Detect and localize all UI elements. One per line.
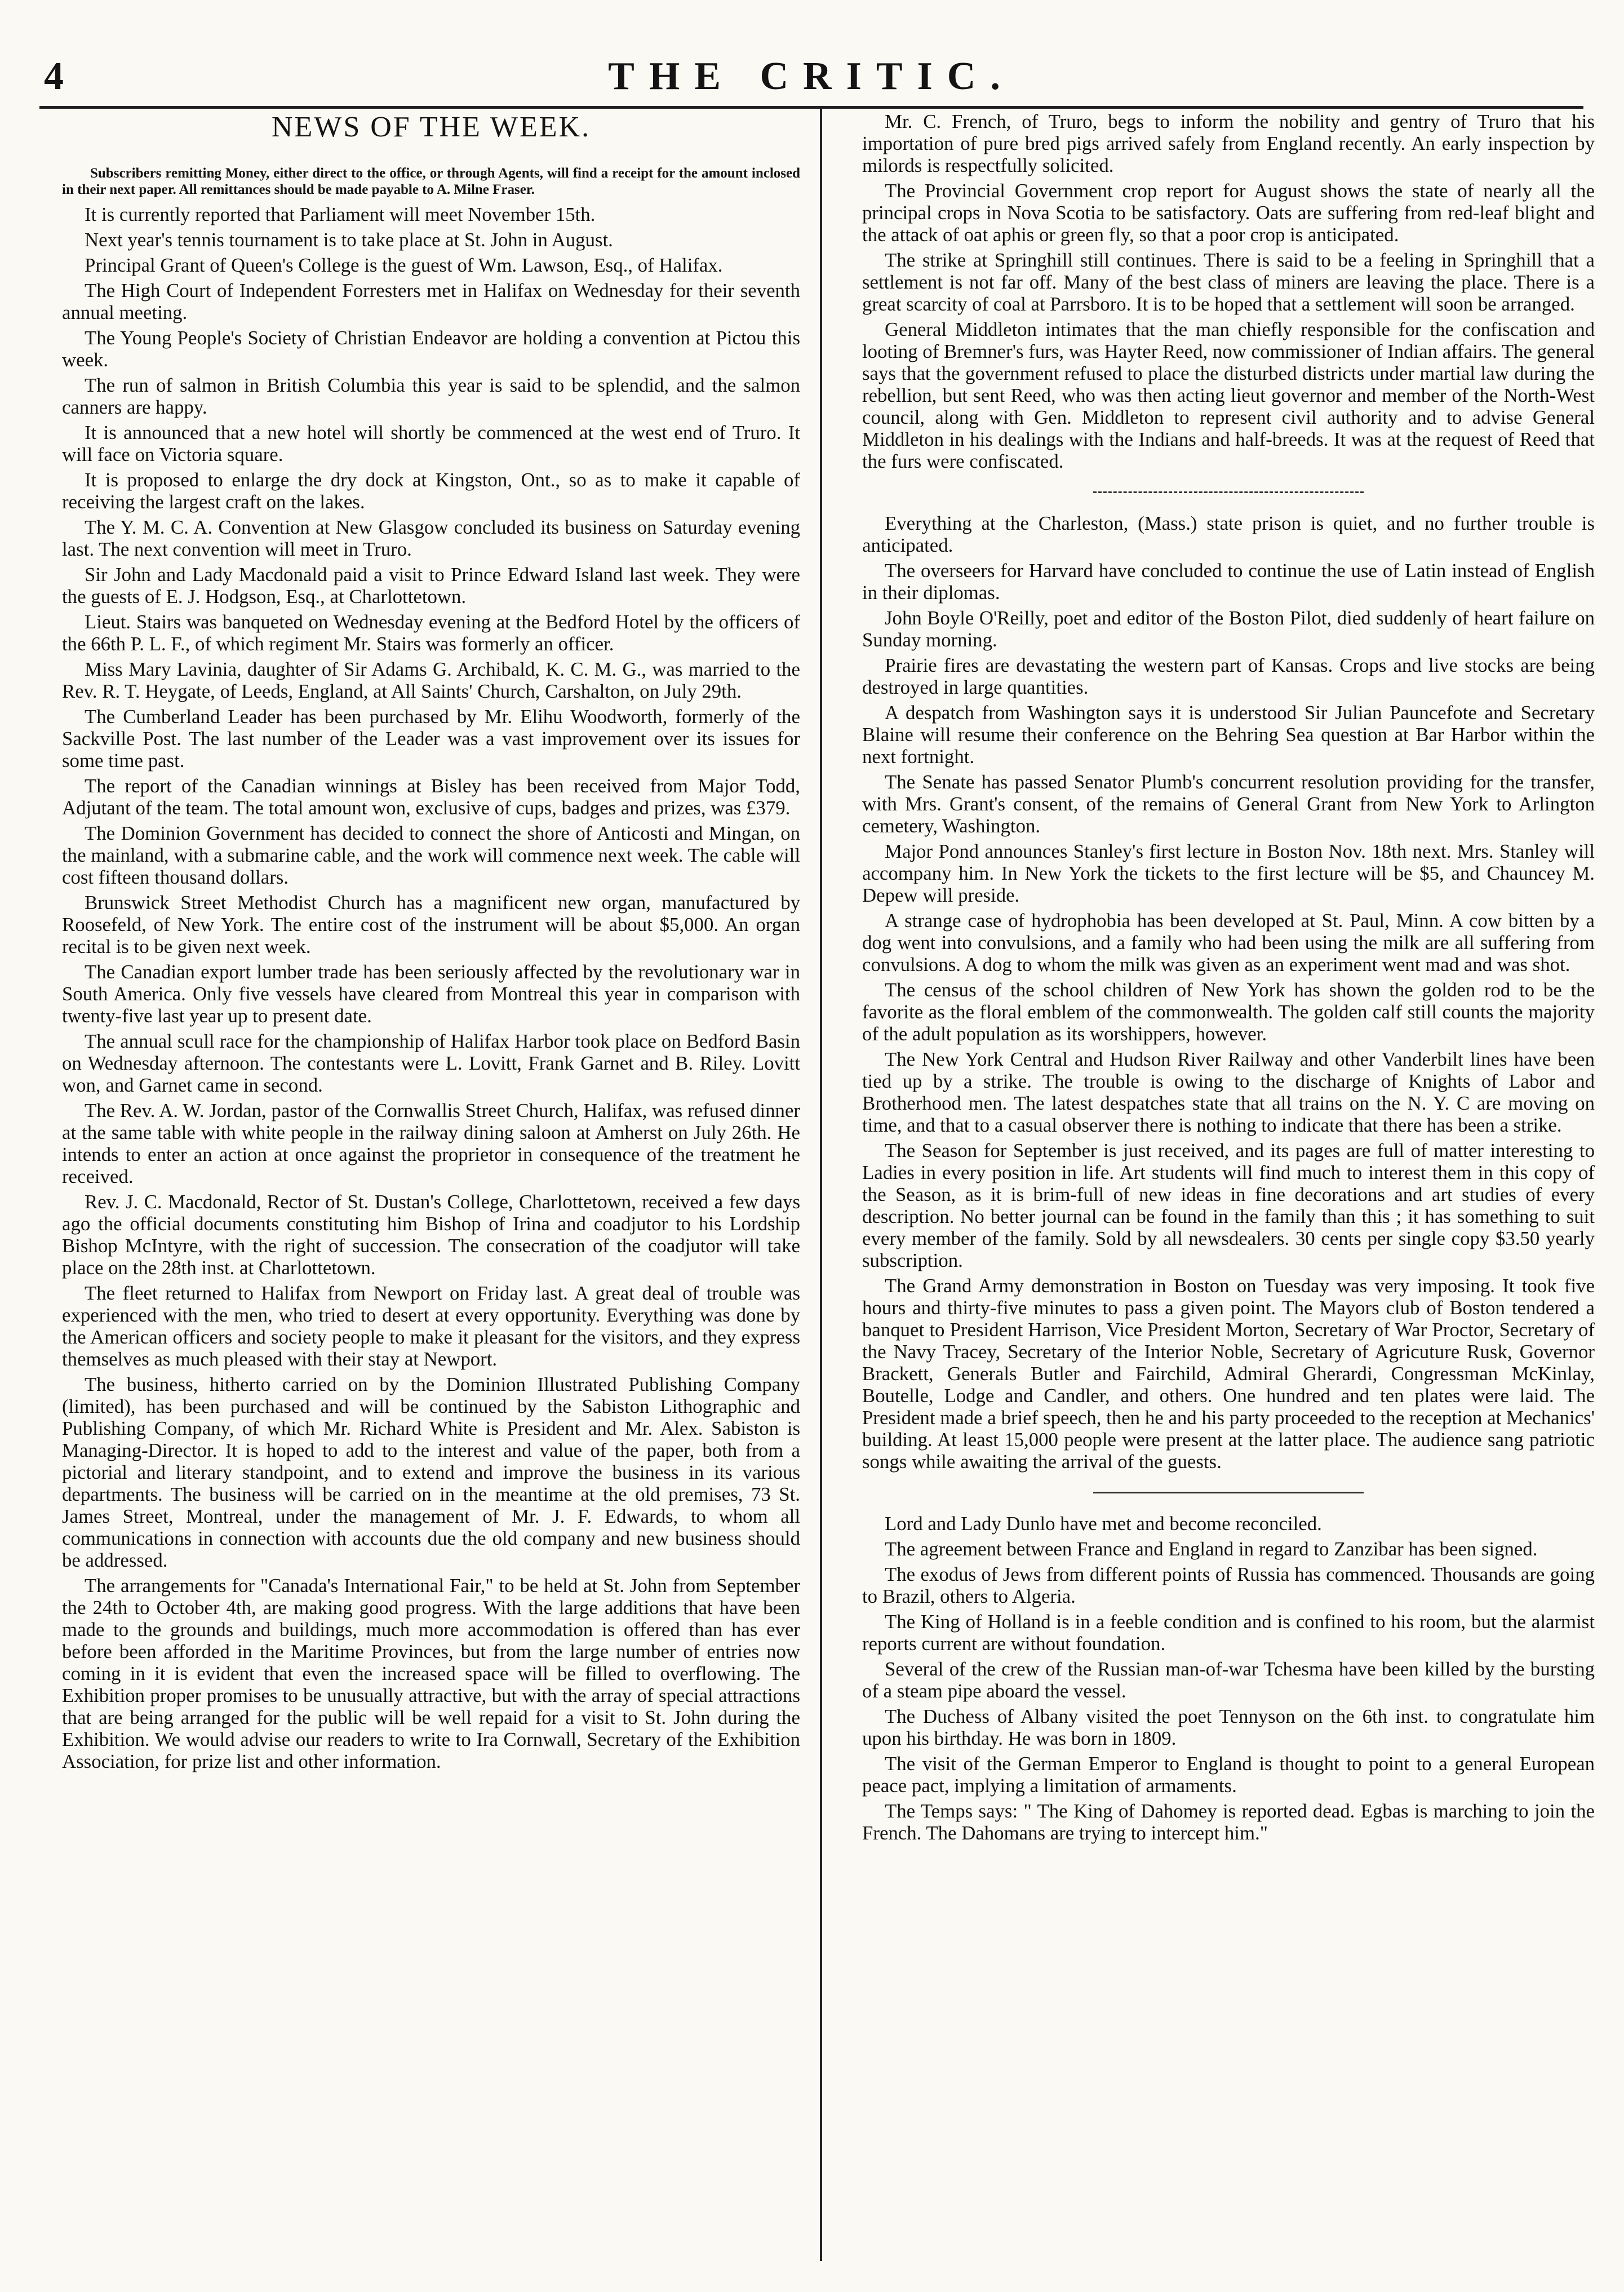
news-item: Brunswick Street Methodist Church has a magnificent new organ, manufactured by Roosefeld, of New York. The entire cost of the instrument will be about $5,000. An organ recital is to be given next week. bbox=[62, 892, 800, 957]
right-news-group-3 bbox=[862, 1513, 1595, 1844]
news-item: The business, hitherto carried on by the Dominion Illustrated Publishing Company (limited), has been purchased and will be continued by the Sabiston Lithographic and Publishing Company, of which Mr. Richard White is President and Mr. Alex. Sabiston is Managing-Director. It is hoped to add to the interest and value of the paper, both from a pictorial and literary standpoint, and to extend and improve the business in its various departments. The business will be carried on in the meantime at the old premises, 73 St. James Street, Montreal, under the management of Mr. J. F. Edwards, to whom all communications in connection with accounts due the old company and new business should be addressed. bbox=[62, 1373, 800, 1571]
news-item: Rev. J. C. Macdonald, Rector of St. Dustan's College, Charlottetown, received a few days ago the official documents constituting him Bishop of Irina and coadjutor to his Lordship Bishop McIntyre, with the right of succession. The consecration of the coadjutor will take place on the 28th inst. at Charlottetown. bbox=[62, 1191, 800, 1279]
news-item: Next year's tennis tournament is to take place at St. John in August. bbox=[85, 229, 613, 251]
news-item: The Cumberland Leader has been purchased by Mr. Elihu Woodworth, formerly of the Sackville Post. The last number of the Leader was a vast improvement over its issues for some time past. bbox=[62, 706, 800, 772]
news-item: It is currently reported that Parliament will meet November 15th. bbox=[85, 203, 596, 225]
news-item: The visit of the German Emperor to England is thought to point to a general European peace pact, implying a limitation of armaments. bbox=[862, 1753, 1595, 1797]
news-item: Prairie fires are devastating the western part of Kansas. Crops and live stocks are being destroyed in large quantities. bbox=[862, 654, 1595, 698]
news-item: The arrangements for "Canada's International Fair," to be held at St. John from September the 24th to October 4th, are making good progress. With the large additions that have been made to the grounds and buildings, much more accommodation is offered than has ever before been afforded in the Maritime Provinces, but from the large number of entries now coming in it is evident that even the increased space will be filled to overflowing. The Exhibition proper promises to be unusually attractive, but with the array of special attractions that are being arranged for the public will be well repaid for a visit to St. John during the Exhibition. We would advise our readers to write to Ira Cornwall, Secretary of the Exhibition Association, for prize list and other information. bbox=[62, 1575, 800, 1772]
news-item: Several of the crew of the Russian man-of-war Tchesma have been killed by the bursting of a steam pipe aboard the vessel. bbox=[862, 1658, 1595, 1702]
subscriber-notice: Subscribers remitting Money, either direct to the office, or through Agents, will find a receipt for the amount inclosed in their next paper. All remittances should be made payable to A. Milne Fraser. bbox=[62, 166, 800, 197]
news-item: John Boyle O'Reilly, poet and editor of the Boston Pilot, died suddenly of heart failure on Sunday morning. bbox=[862, 607, 1595, 651]
news-item: Principal Grant of Queen's College is the guest of Wm. Lawson, Esq., of Halifax. bbox=[85, 254, 723, 276]
news-item: Sir John and Lady Macdonald paid a visit to Prince Edward Island last week. They were the guests of E. J. Hodgson, Esq., at Charlottetown. bbox=[62, 564, 800, 608]
left-column bbox=[62, 110, 800, 1776]
news-item: Lord and Lady Dunlo have met and become reconciled. bbox=[885, 1513, 1322, 1535]
news-item: Everything at the Charleston, (Mass.) state prison is quiet, and no further trouble is anticipated. bbox=[862, 512, 1595, 556]
publication-title: THE CRITIC. bbox=[608, 55, 1015, 98]
news-item: The Dominion Government has decided to connect the shore of Anticosti and Mingan, on the mainland, with a submarine cable, and the work will commence next week. The cable will cost fifteen thousand dollars. bbox=[62, 822, 800, 888]
page-number: 4 bbox=[44, 55, 65, 98]
news-item: The Season for September is just received, and its pages are full of matter interesting to Ladies in every position in life. Art students will find much to interest them in this copy of the Season, as it is brim-full of new ideas in fine decorations and art studies of every description. No better journal can be found in the family than this ; it has something to suit every member of the family. Sold by all newsdealers. 30 cents per single copy $3.50 yearly subscription. bbox=[862, 1140, 1595, 1271]
news-item: The Y. M. C. A. Convention at New Glasgow concluded its business on Saturday evening last. The next convention will meet in Truro. bbox=[62, 516, 800, 560]
news-item: The Grand Army demonstration in Boston on Tuesday was very imposing. It took five hours and thirty-five minutes to pass a given point. The Mayors club of Boston tendered a banquet to President Harrison, Vice President Morton, Secretary of War Proctor, Secretary of the Navy Tracey, Secretary of the Interior Noble, Secretary of Agricuture Rusk, Governor Brackett, Generals Butler and Fairchild, Admiral Gherardi, Congressman McKinlay, Boutelle, Lodge and Candler, and others. One hundred and ten plates were laid. The President made a brief speech, then he and his party proceeded to the reception at Mechanics' building. At least 15,000 people were present at the latter place. The audience sang patriotic songs while awaiting the arrival of the guests. bbox=[862, 1275, 1595, 1473]
news-item: The Rev. A. W. Jordan, pastor of the Cornwallis Street Church, Halifax, was refused dinner at the same table with white people in the railway dining saloon at Amherst on July 26th. He intends to enter an action at once against the proprietor in consequence of the treatment he received. bbox=[62, 1100, 800, 1187]
column-divider bbox=[820, 108, 822, 2261]
news-item: The New York Central and Hudson River Railway and other Vanderbilt lines have been tied up by a strike. The trouble is owing to the discharge of Knights of Labor and Brotherhood men. The latest despatches state that all trains on the N. Y. C are moving on time, and that to a casual observer there is nothing to indicate that there has been a strike. bbox=[862, 1048, 1595, 1136]
news-item: Mr. C. French, of Truro, begs to inform the nobility and gentry of Truro that his importation of pure bred pigs arrived safely from England recently. An early inspection by milords is respectfully solicited. bbox=[862, 110, 1595, 176]
news-item: The Young People's Society of Christian Endeavor are holding a convention at Pictou this week. bbox=[62, 327, 800, 371]
news-item: The Temps says: " The King of Dahomey is reported dead. Egbas is marching to join the French. The Dahomans are trying to intercept him." bbox=[862, 1800, 1595, 1844]
news-item: A strange case of hydrophobia has been developed at St. Paul, Minn. A cow bitten by a dog went into convulsions, and a family who had been using the milk are all suffering from convulsions. A dog to whom the milk was given as an experiment went mad and was shot. bbox=[862, 910, 1595, 976]
news-item: The High Court of Independent Forresters met in Halifax on Wednesday for their seventh annual meeting. bbox=[62, 280, 800, 323]
news-item: General Middleton intimates that the man chiefly responsible for the confiscation and looting of Bremner's furs, was Hayter Reed, now commissioner of Indian affairs. The general says that the government refused to place the disturbed districts under martial law during the rebellion, but sent Reed, who was then acting lieut governor and member of the North-West council, along with Gen. Middleton to represent civil authority and to advise General Middleton in his dealings with the Indians and half-breeds. It was at the request of Reed that the furs were confiscated. bbox=[862, 318, 1595, 472]
news-item: The annual scull race for the championship of Halifax Harbor took place on Bedford Basin on Wednesday afternoon. The contestants were L. Lovitt, Frank Garnet and B. Riley. Lovitt won, and Garnet came in second. bbox=[62, 1030, 800, 1096]
news-item: The fleet returned to Halifax from Newport on Friday last. A great deal of trouble was experienced with the men, who tried to desert at every opportunity. Everything was done by the American officers and society people to make it pleasant for the visitors, and they express themselves as much pleased with their stay at Newport. bbox=[62, 1282, 800, 1370]
page-header bbox=[39, 54, 1583, 99]
section-title: NEWS OF THE WEEK. bbox=[271, 111, 591, 143]
news-item: The agreement between France and England in regard to Zanzibar has been signed. bbox=[885, 1538, 1538, 1560]
news-item: The Senate has passed Senator Plumb's concurrent resolution providing for the transfer, with Mrs. Grant's consent, of the remains of General Grant from New York to Arlington cemetery, Washington. bbox=[862, 771, 1595, 837]
news-item: The census of the school children of New York has shown the golden rod to be the favorite as the floral emblem of the commonwealth. The golden calf still counts the majority of the adult population as its worshippers, however. bbox=[862, 979, 1595, 1045]
news-item: Major Pond announces Stanley's first lecture in Boston Nov. 18th next. Mrs. Stanley will accompany him. In New York the tickets to the first lecture will be $5, and Chauncey M. Depew will preside. bbox=[862, 840, 1595, 906]
news-item: The strike at Springhill still continues. There is said to be a feeling in Springhill that a settlement is not far off. Many of the best class of miners are leaving the place. There is a great scarcity of coal at Parrsboro. It is to be hoped that a settlement will soon be arranged. bbox=[862, 249, 1595, 315]
news-item: The Canadian export lumber trade has been seriously affected by the revolutionary war in South America. Only five vessels have cleared from Montreal this year in comparison with twenty-five last year up to present date. bbox=[62, 961, 800, 1027]
section-separator bbox=[1093, 1492, 1364, 1493]
news-item: The report of the Canadian winnings at Bisley has been received from Major Todd, Adjutant of the team. The total amount won, exclusive of cups, badges and prizes, was £379. bbox=[62, 775, 800, 819]
news-item: A despatch from Washington says it is understood Sir Julian Pauncefote and Secretary Blaine will resume their conference on the Behring Sea question at Bar Harbor within the next fortnight. bbox=[862, 702, 1595, 768]
news-item: The overseers for Harvard have concluded to continue the use of Latin instead of English in their diplomas. bbox=[862, 560, 1595, 604]
news-item: Miss Mary Lavinia, daughter of Sir Adams G. Archibald, K. C. M. G., was married to the Rev. R. T. Heygate, of Leeds, England, at All Saints' Church, Carshalton, on July 29th. bbox=[62, 658, 800, 702]
news-item: The run of salmon in British Columbia this year is said to be splendid, and the salmon canners are happy. bbox=[62, 374, 800, 418]
section-separator bbox=[1093, 491, 1364, 493]
news-item: The Duchess of Albany visited the poet Tennyson on the 6th inst. to congratulate him upon his birthday. He was born in 1809. bbox=[862, 1705, 1595, 1749]
news-item: It is announced that a new hotel will shortly be commenced at the west end of Truro. It will face on Victoria square. bbox=[62, 422, 800, 466]
news-item: The Provincial Government crop report for August shows the state of nearly all the principal crops in Nova Scotia to be satisfactory. Oats are suffering from red-leaf blight and the attack of oat aphis or green fly, so that a poor crop is anticipated. bbox=[862, 180, 1595, 246]
right-news-group-2 bbox=[862, 512, 1595, 1473]
news-item: The King of Holland is in a feeble condition and is confined to his room, but the alarmist reports current are without foundation. bbox=[862, 1611, 1595, 1655]
left-news-list bbox=[62, 203, 800, 1772]
right-column bbox=[862, 110, 1595, 1847]
header-rule bbox=[39, 106, 1583, 109]
news-item: Lieut. Stairs was banqueted on Wednesday evening at the Bedford Hotel by the officers of the 66th P. L. F., of which regiment Mr. Stairs was formerly an officer. bbox=[62, 611, 800, 655]
news-item: The exodus of Jews from different points of Russia has commenced. Thousands are going to Brazil, others to Algeria. bbox=[862, 1563, 1595, 1607]
right-news-group-1 bbox=[862, 110, 1595, 472]
news-item: It is proposed to enlarge the dry dock at Kingston, Ont., so as to make it capable of receiving the largest craft on the lakes. bbox=[62, 469, 800, 513]
